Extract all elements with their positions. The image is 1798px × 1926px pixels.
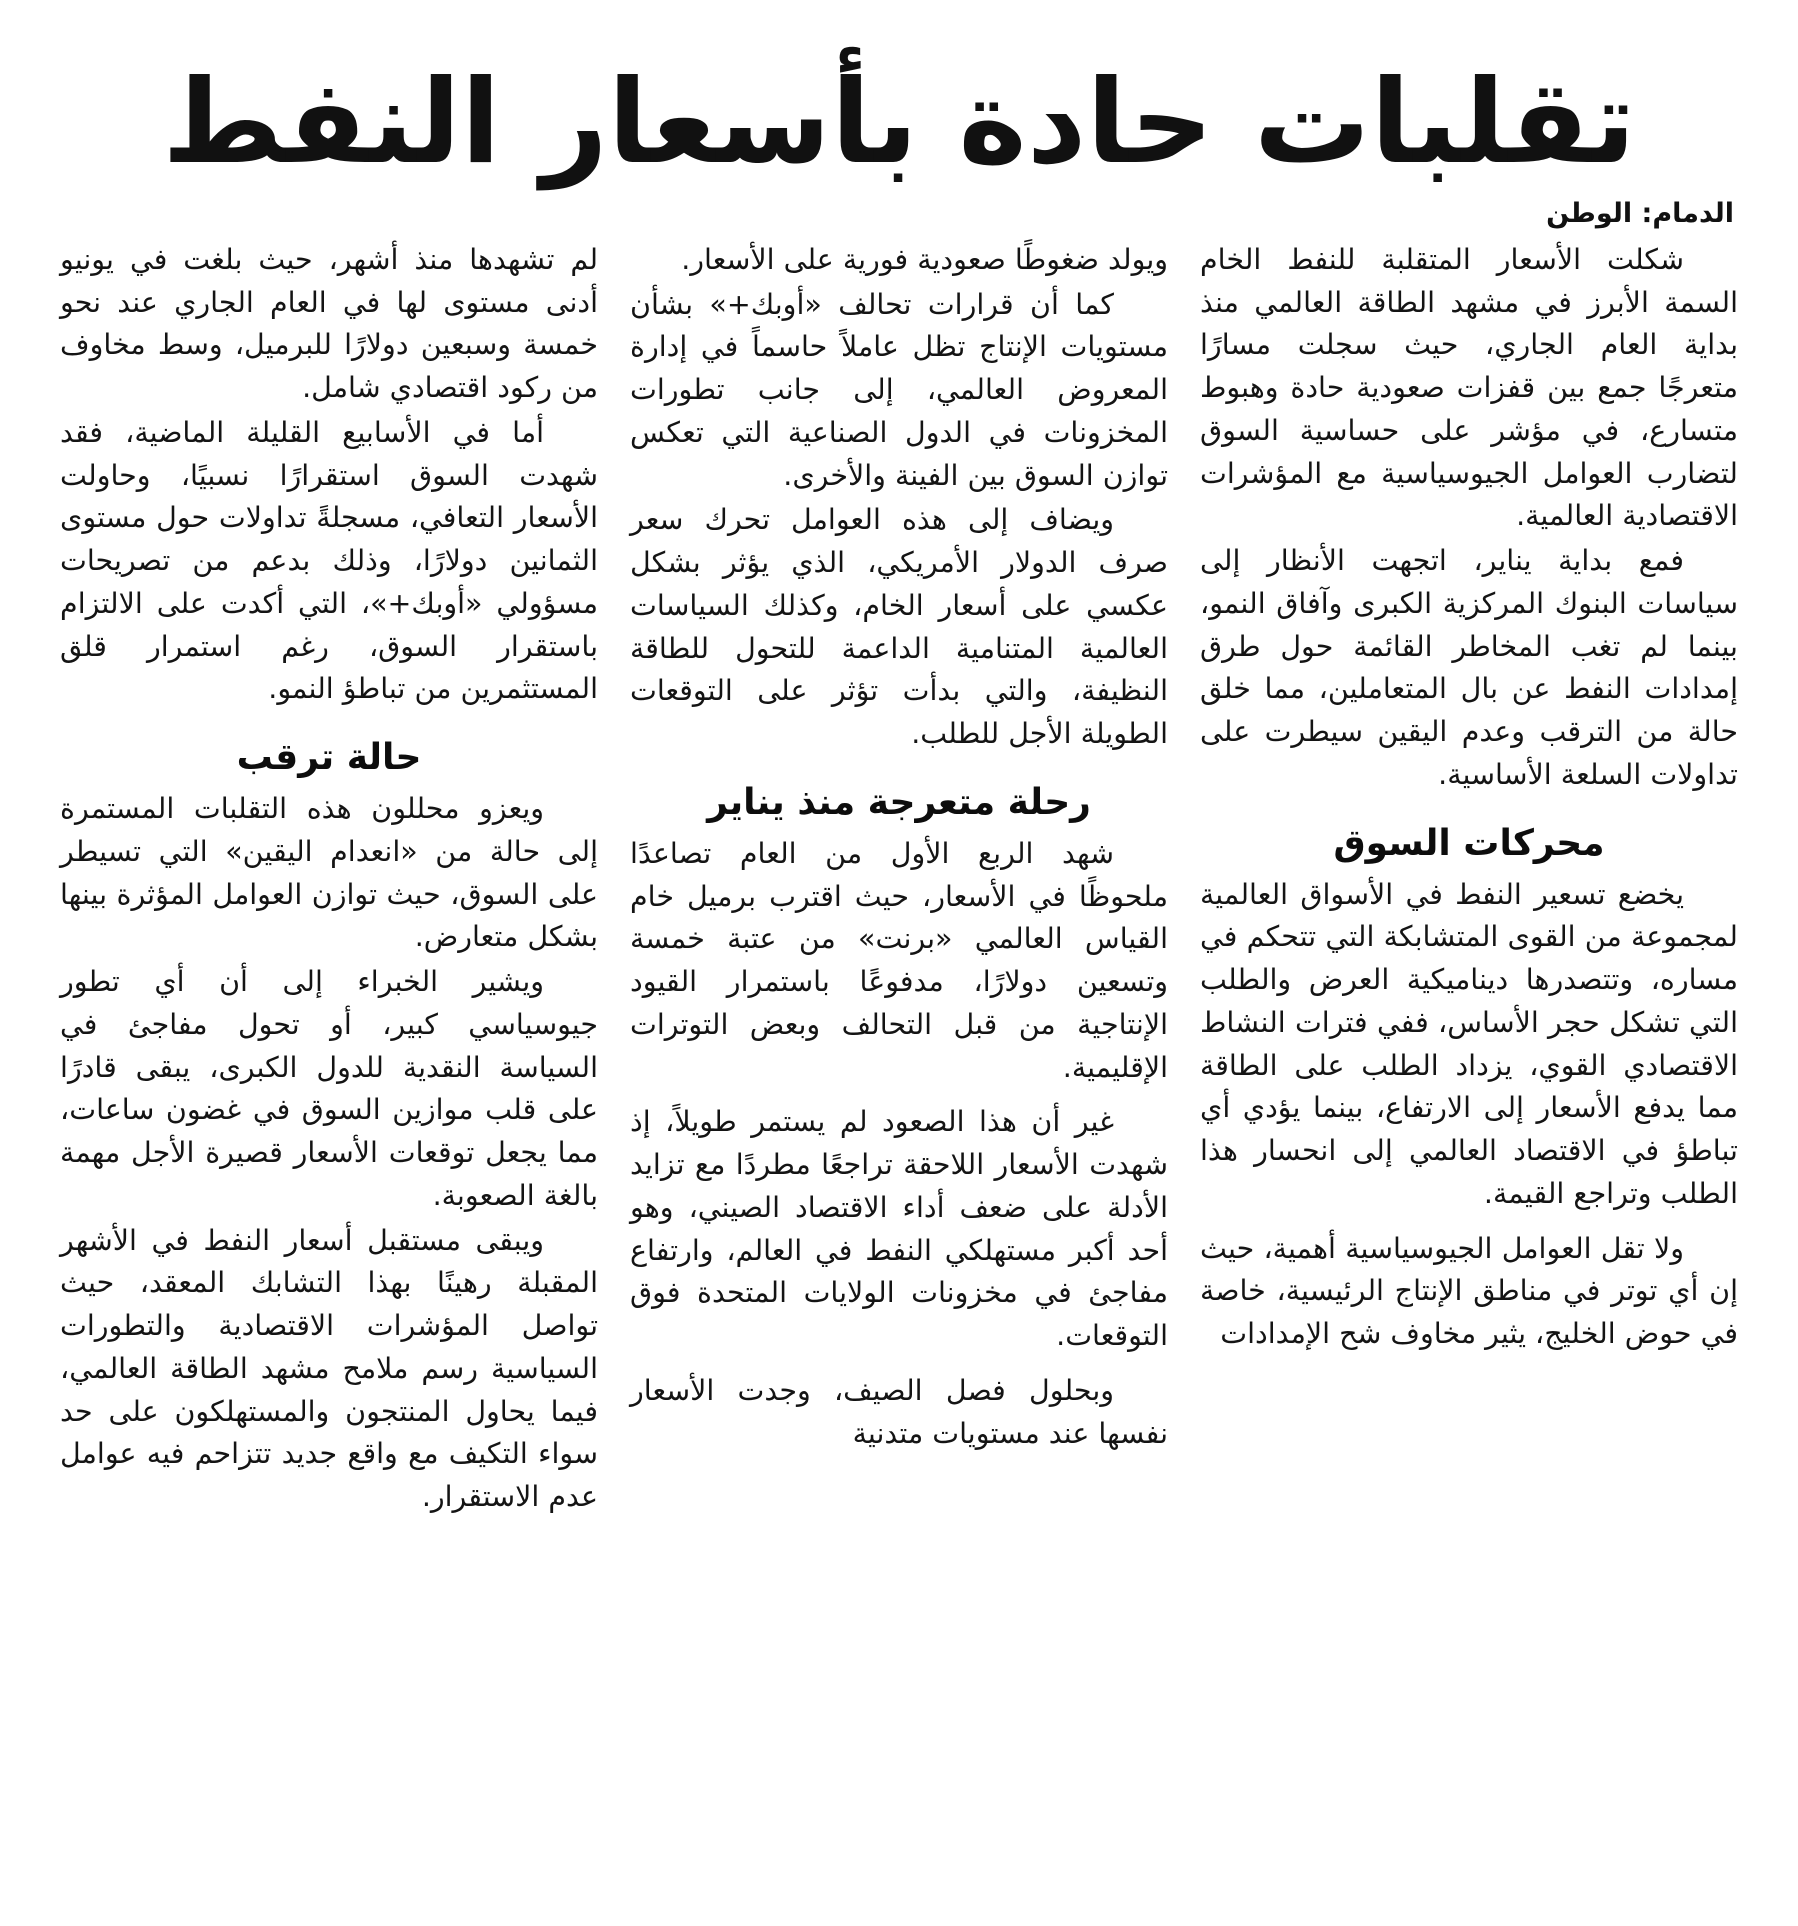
paragraph-spacer: [630, 1091, 1168, 1101]
paragraph: ويبقى مستقبل أسعار النفط في الأشهر المقبلة رهينًا بهذا التشابك المعقد، حيث تواصل المؤشرات الاقتصادية والتطورات السياسية رسم ملامح مشهد الطاقة العالمي، فيما يحاول المنتجون والمستهلكون على حد سواء التكيف مع واقع جديد تتزاحم فيه عوامل عدم الاستقرار.: [60, 1223, 599, 1514]
byline: الدمام: الوطن: [1546, 197, 1734, 229]
paragraph: شهد الربع الأول من العام تصاعدًا ملحوظًا في الأسعار، حيث اقترب برميل خام القياس العالمي «برنت» من عتبة خمسة وتسعين دولارًا، مدفوعًا باستمرار القيود الإنتاجية من قبل التحالف وبعض التوترات الإقليمية.: [630, 836, 1169, 1084]
paragraph: يخضع تسعير النفط في الأسواق العالمية لمجموعة من القوى المتشابكة التي تتحكم في مساره، وتتصدرها ديناميكية العرض والطلب التي تشكل حجر الأساس، ففي فترات النشاط الاقتصادي القوي، يزداد الطلب على الطاقة مما يدفع الأسعار إلى الارتفاع، بينما يؤدي أي تباطؤ في الاقتصاد العالمي إلى انحسار هذا الطلب وتراجع القيمة.: [1200, 877, 1738, 1210]
section-heading-zigzag-journey: رحلة متعرجة منذ يناير: [707, 781, 1091, 823]
paragraph: ويولد ضغوطًا صعودية فورية على الأسعار.: [681, 242, 1169, 276]
paragraph: فمع بداية يناير، اتجهت الأنظار إلى سياسات البنوك المركزية الكبرى وآفاق النمو، بينما لم تغب المخاطر القائمة حول طرق إمدادات النفط عن بال المتعاملين، مما خلق حالة من الترقب وعدم اليقين سيطرت على تداولات السلعة الأساسية.: [1200, 544, 1738, 791]
paragraph: ويضاف إلى هذه العوامل تحرك سعر صرف الدولار الأمريكي، الذي يؤثر بشكل عكسي على أسعار الخام، وكذلك السياسات العالمية المتنامية الداعمة للتحول للطاقة النظيفة، والتي بدأت تؤثر على التوقعات الطويلة الأجل للطلب.: [630, 503, 1169, 751]
paragraph: ويشير الخبراء إلى أن أي تطور جيوسياسي كبير، أو تحول مفاجئ في السياسة النقدية للدول الكبرى، يبقى قادرًا على قلب موازين السوق في غضون ساعات، مما يجعل توقعات الأسعار قصيرة الأجل مهمة بالغة الصعوبة.: [60, 965, 599, 1212]
paragraph: كما أن قرارات تحالف «أوبك+» بشأن مستويات الإنتاج تظل عاملاً حاسماً في إدارة المعروض العالمي، إلى جانب تطورات المخزونات في الدول الصناعية التي تعكس توازن السوق بين الفينة والأخرى.: [630, 287, 1169, 492]
byline-row: [44, 198, 1754, 235]
column-middle: [614, 239, 1184, 1458]
paragraph: ويعزو محللون هذه التقلبات المستمرة إلى حالة من «انعدام اليقين» التي تسيطر على السوق، حيث توازن العوامل المؤثرة بينها بشكل متعارض.: [60, 792, 599, 954]
paragraph: وبحلول فصل الصيف، وجدت الأسعار نفسها عند مستويات متدنية: [630, 1373, 1169, 1450]
paragraph: ولا تقل العوامل الجيوسياسية أهمية، حيث إن أي توتر في مناطق الإنتاج الرئيسية، خاصة في حوض الخليج، يثير مخاوف شح الإمدادات: [1200, 1231, 1738, 1351]
paragraph: أما في الأسابيع القليلة الماضية، فقد شهدت السوق استقرارًا نسبيًا، وحاولت الأسعار التعافي، مسجلةً تداولات حول مستوى الثمانين دولارًا، وذلك بدعم من تصريحات مسؤولي «أوبك+»، التي أكدت على الالتزام باستقرار السوق، رغم استمرار قلق المستثمرين من تباطؤ النمو.: [60, 415, 599, 706]
page-title: تقلبات حادة بأسعار النفط: [162, 55, 1636, 190]
column-left: [44, 239, 614, 1521]
paragraph-spacer: [630, 1360, 1168, 1370]
paragraph: شكلت الأسعار المتقلبة للنفط الخام السمة الأبرز في مشهد الطاقة العالمي منذ بداية العام الجاري، حيث سجلت مسارًا متعرجًا جمع بين قفزات صعودية حادة وهبوط متسارع، في مؤشر على حساسية السوق لتضارب العوامل الجيوسياسية مع المؤشرات الاقتصادية العالمية.: [1200, 242, 1738, 533]
section-heading-anticipation: حالة ترقب: [236, 737, 422, 779]
paragraph: غير أن هذا الصعود لم يستمر طويلاً، إذ شهدت الأسعار اللاحقة تراجعًا مطردًا مع تزايد الأدلة على ضعف أداء الاقتصاد الصيني، وهو أحد أكبر مستهلكي النفط في العالم، وارتفاع مفاجئ في مخزونات الولايات المتحدة فوق التوقعات.: [630, 1105, 1169, 1353]
paragraph-spacer: [1200, 1218, 1738, 1228]
column-right: [1184, 239, 1754, 1358]
article-columns: [44, 239, 1754, 1839]
section-heading-market-drivers: محركات السوق: [1333, 822, 1605, 864]
paragraph: لم تشهدها منذ أشهر، حيث بلغت في يونيو أدنى مستوى لها في العام الجاري عند نحو خمسة وسبعين دولارًا للبرميل، وسط مخاوف من ركود اقتصادي شامل.: [60, 242, 599, 405]
